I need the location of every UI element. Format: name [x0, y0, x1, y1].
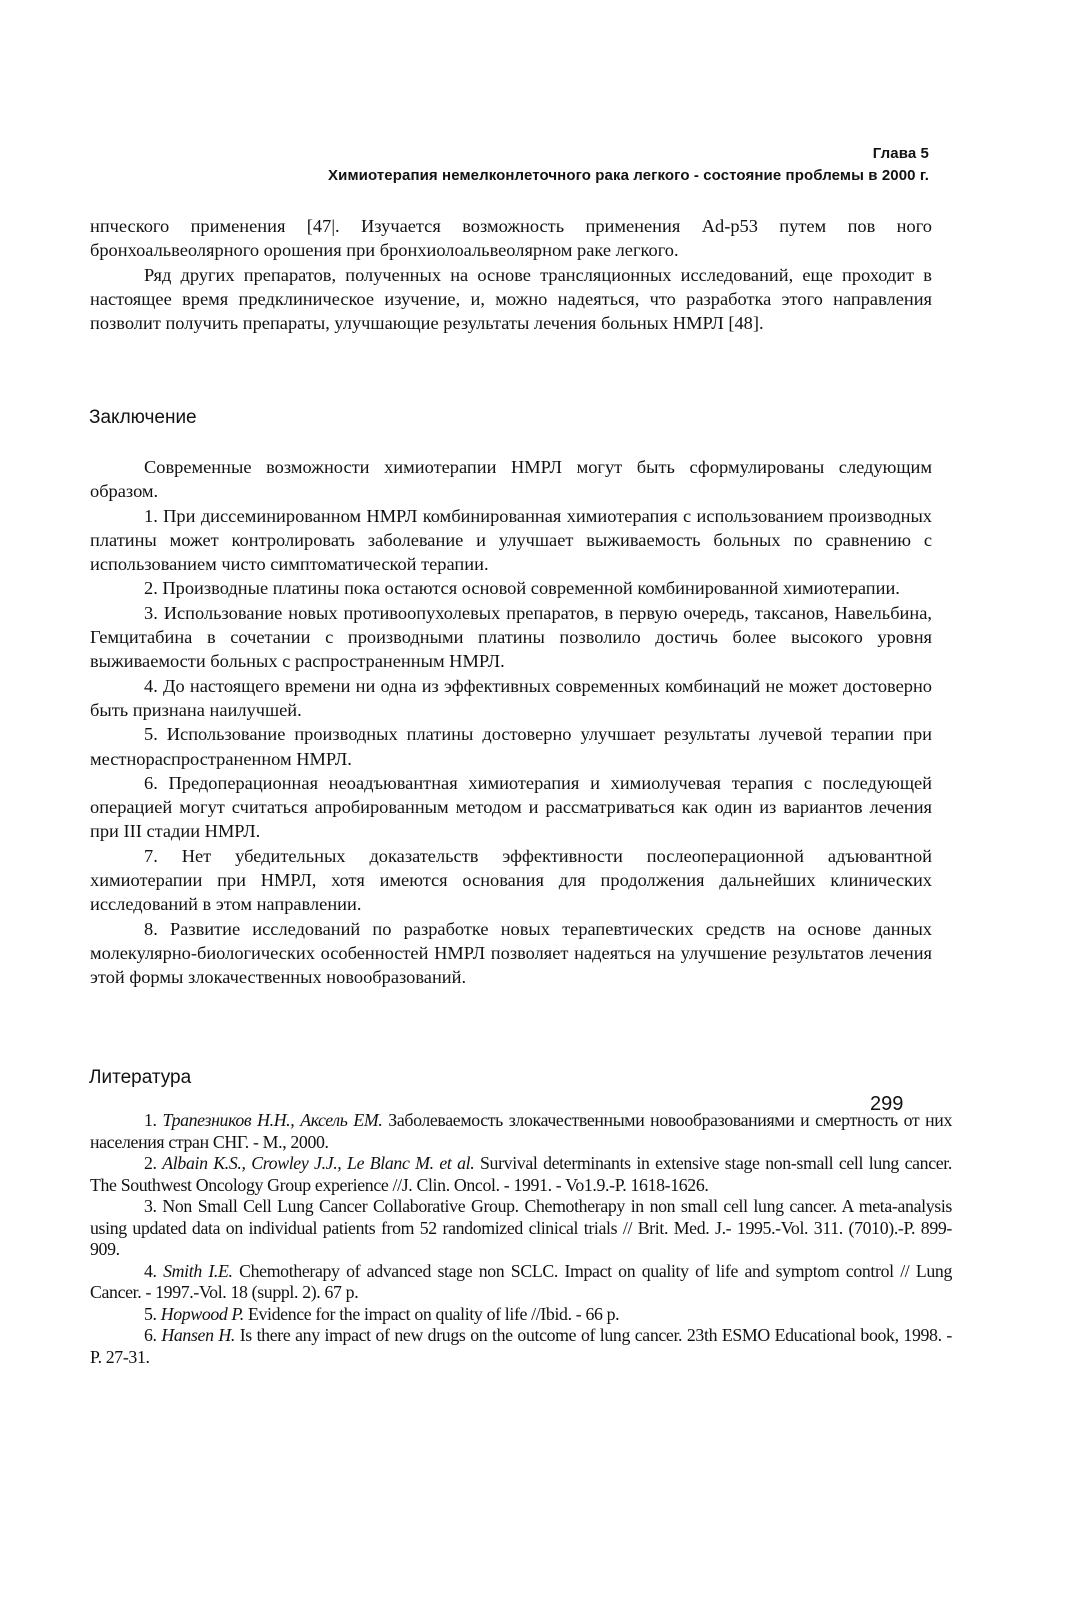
reference-text: Survival determinants in extensive stage non-small cell lung cancer. The Southwest Oncology Group experience //J. Clin. Oncol. - 1991. - Vo1.9.-P. 1618-1626.: [90, 1153, 952, 1195]
reference-item: [90, 1153, 952, 1196]
reference-number: 5.: [144, 1303, 157, 1324]
conclusion-lead: Современные возможности химиотерапии НМРЛ могут быть сформулированы следующим образом.: [90, 457, 932, 502]
conclusion-text: [90, 455, 932, 990]
intro-paragraph: нпческого применения [47|. Изучается возможность применения Ad-p53 путем пов ного бронхоальвеолярного орошения при бронхиолоальвеолярном раке легкого.: [90, 216, 932, 261]
reference-text: Evidence for the impact on quality of life //Ibid. - 66 p.: [247, 1303, 620, 1324]
conclusion-item: 5. Использование производных платины достоверно улучшает результаты лучевой терапии при местнораспространенном НМРЛ.: [90, 724, 932, 769]
section-heading-conclusion: Заключение: [89, 407, 197, 428]
conclusion-item: 8. Развитие исследований по разработке новых терапевтических средств на основе данных молекулярно-биологических особенностей НМРЛ позволяет надеяться на улучшение результатов лечения этой формы злокачественных новообразований.: [90, 918, 932, 988]
intro-paragraph: Ряд других препаратов, полученных на основе трансляционных исследований, еще проходит в настоящее время предклиническое изучение, и, можно надеяться, что разработка этого направления позволит получить препараты, улучшающие результаты лечения больных НМРЛ [48].: [90, 264, 932, 334]
reference-item: [90, 1261, 952, 1304]
reference-text: Заболеваемость злокачественными новообразованиями и смертность от них населения стран СНГ. - М., 2000.: [90, 1110, 952, 1152]
reference-number: 4.: [144, 1260, 157, 1281]
reference-list: [90, 1110, 952, 1368]
chapter-title: Химиотерапия немелконлеточного рака легкого - состояние проблемы в 2000 г.: [328, 167, 929, 184]
reference-number: 3.: [144, 1196, 157, 1216]
chapter-label: Глава 5: [872, 145, 929, 162]
reference-authors: Albain K.S., Crowley J.J., Le Blanc M. et al.: [162, 1153, 475, 1173]
reference-authors: Hopwood P.: [160, 1303, 244, 1324]
reference-item: [90, 1304, 952, 1326]
conclusion-item: 1. При диссеминированном НМРЛ комбинированная химиотерапия с использованием производных платины может контролировать заболевание и улучшает выживаемость больных по сравнению с использованием чисто симптоматической терапии.: [90, 505, 932, 575]
section-heading-references: Литература: [89, 1067, 192, 1088]
page-number: 299: [870, 1093, 904, 1115]
running-head: [328, 143, 929, 187]
reference-item: [90, 1325, 952, 1368]
reference-authors: Hansen H.: [161, 1325, 235, 1345]
reference-number: 6.: [144, 1325, 157, 1345]
conclusion-item: 3. Использование новых противоопухолевых препаратов, в первую очередь, таксанов, Навельбина, Гемцитабина в сочетании с производными платины позволило достичь более высокого уровня выживаемости больных с распространенным НМРЛ.: [90, 602, 932, 672]
reference-authors: Smith I.E.: [163, 1260, 233, 1281]
reference-text: Is there any impact of new drugs on the outcome of lung cancer. 23th ESMO Educational book, 1998. - P. 27-31.: [90, 1325, 952, 1367]
reference-number: 1.: [144, 1110, 157, 1130]
conclusion-item: 4. До настоящего времени ни одна из эффективных современных комбинаций не может достоверно быть признана наилучшей.: [90, 675, 932, 720]
reference-text: Non Small Cell Lung Cancer Collaborative Group. Chemotherapy in non small cell lung cancer. A meta-analysis using updated data on individual patients from 52 randomized clinical trials // Brit. Med. J.- 1995.-Vol. 311. (7010).-P. 899-909.: [90, 1196, 952, 1259]
reference-item: [90, 1110, 952, 1153]
reference-item: [90, 1196, 952, 1261]
reference-text: Chemotherapy of advanced stage non SCLC. Impact on quality of life and symptom control // Lung Cancer. - 1997.-Vol. 18 (suppl. 2). 67 p.: [90, 1260, 952, 1302]
conclusion-item: 7. Нет убедительных доказательств эффективности послеоперационной адъювантной химиотерапии при НМРЛ, хотя имеются основания для продолжения дальнейших клинических исследований в этом направлении.: [90, 845, 932, 915]
intro-text: [90, 214, 932, 335]
conclusion-item: 2. Производные платины пока остаются основой современной комбинированной химиотерапии.: [144, 578, 900, 599]
reference-number: 2.: [144, 1153, 157, 1173]
conclusion-item: 6. Предоперационная неоадъювантная химиотерапия и химиолучевая терапия с последующей операцией могут считаться апробированным методом и рассматриваться как один из вариантов лечения при III стадии НМРЛ.: [90, 772, 932, 842]
reference-authors: Трапезников Н.Н., Аксель ЕМ.: [162, 1110, 383, 1130]
